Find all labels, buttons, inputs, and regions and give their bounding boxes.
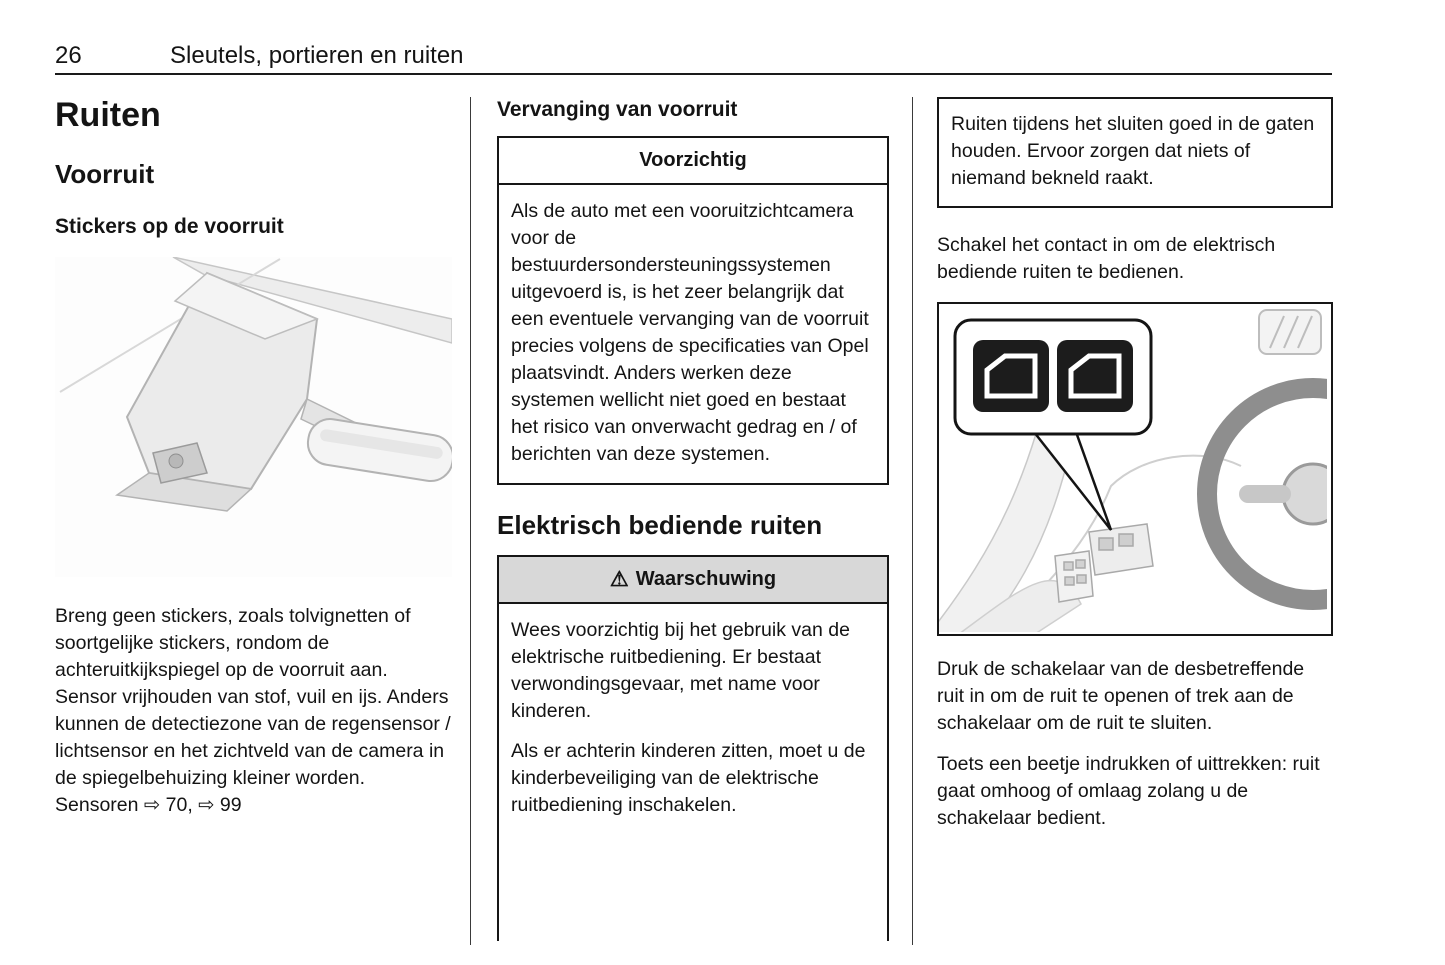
caution-box-title: Voorzichtig bbox=[499, 138, 887, 185]
warning-box-body bbox=[499, 604, 887, 834]
caution-box-body bbox=[499, 185, 887, 483]
warning-paragraph: Wees voorzichtig bij het gebruik van de elektrische ruitbediening. Er bestaat verwondingsgevaar, met name voor kinderen. bbox=[511, 619, 850, 723]
topic-heading: Stickers op de voorruit bbox=[55, 215, 284, 239]
chapter-title: Sleutels, portieren en ruiten bbox=[170, 42, 464, 69]
warning-triangle-icon: ⚠ bbox=[609, 568, 629, 592]
sensor-cross-reference: Sensoren ⇨ 70, ⇨ 99 bbox=[55, 794, 242, 817]
caution-box bbox=[497, 136, 889, 485]
topic-heading-replacement: Vervanging van voorruit bbox=[497, 98, 738, 121]
warning-continuation-body bbox=[939, 99, 1331, 206]
warning-box-header bbox=[499, 557, 887, 604]
door-switch-drawing bbox=[939, 304, 1327, 632]
body-paragraph: Druk de schakelaar van de desbetreffende ruit in om de ruit te openen of trek aan de schakelaar om de ruit te sluiten. bbox=[937, 658, 1305, 734]
warning-continuation-box bbox=[937, 97, 1333, 208]
page-number: 26 bbox=[55, 42, 82, 69]
caution-paragraph: Als de auto met een vooruitzichtcamera voor de bestuurdersondersteuningssystemen uitgevoerd is, is het zeer belangrijk dat een eventuele vervanging van de voorruit precies volgens de specificaties van Opel plaatsvindt. Anders werken deze systemen wellicht niet goed en bestaat het risico van onverwacht gedrag en / of berichten van deze systemen. bbox=[511, 200, 869, 466]
section-title: Ruiten bbox=[55, 96, 161, 134]
body-paragraph: Schakel het contact in om de elektrisch bediende ruiten te bedienen. bbox=[937, 234, 1276, 283]
column-middle bbox=[497, 97, 889, 941]
column-left bbox=[55, 97, 452, 819]
window-switch-illustration bbox=[937, 302, 1333, 636]
body-paragraph: Breng geen stickers, zoals tolvignetten of soortgelijke stickers, rondom de achteruitkijkspiegel op de voorruit aan. Sensor vrijhouden van stof, vuil en ijs. Anders kunnen de detectiezone van de regensensor / lichtsensor en het zichtveld van de camera in de spiegelbehuizing kleiner worden. bbox=[55, 605, 451, 790]
column-divider-1 bbox=[470, 97, 471, 945]
section-title-power-windows: Elektrisch bediende ruiten bbox=[497, 510, 823, 541]
subsection-title: Voorruit bbox=[55, 159, 155, 190]
warning-paragraph: Als er achterin kinderen zitten, moet u de kinderbeveiliging van de elektrische ruitbediening inschakelen. bbox=[511, 740, 866, 817]
body-paragraph: Toets een beetje indrukken of uittrekken: ruit gaat omhoog of omlaag zolang u de schakelaar bedient. bbox=[937, 753, 1320, 829]
column-divider-2 bbox=[912, 97, 913, 945]
warning-box bbox=[497, 555, 889, 941]
warning-box-title: Waarschuwing bbox=[635, 568, 777, 591]
mirror-drawing bbox=[55, 257, 452, 577]
window-switch-callout bbox=[955, 320, 1151, 434]
header-rule bbox=[55, 73, 1332, 75]
page-header bbox=[55, 42, 1335, 70]
air-vent-icon bbox=[1259, 310, 1321, 354]
windshield-mirror-illustration bbox=[55, 257, 452, 577]
warning-continued-paragraph: Ruiten tijdens het sluiten goed in de gaten houden. Ervoor zorgen dat niets of niemand bekneld raakt. bbox=[951, 113, 1315, 189]
column-right bbox=[937, 97, 1333, 832]
